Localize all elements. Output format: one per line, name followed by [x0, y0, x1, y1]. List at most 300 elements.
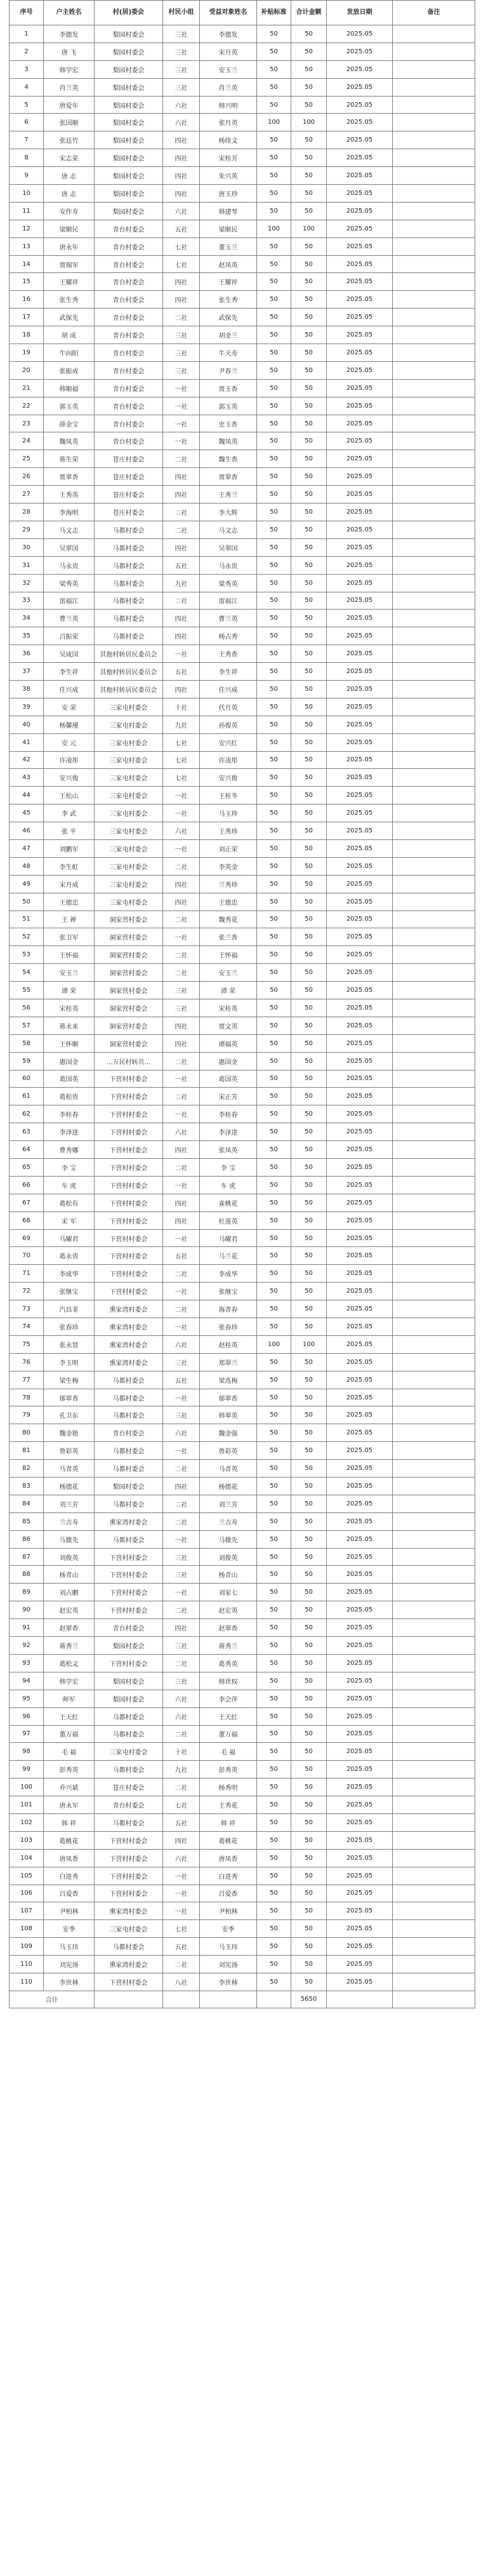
cell-total-amount: 50: [291, 1761, 327, 1779]
cell-beneficiary: 马玉玮: [200, 1938, 257, 1956]
cell-issue-date: 2025.05: [327, 875, 393, 893]
cell-standard: 50: [257, 309, 291, 326]
cell-remarks: [393, 1371, 475, 1389]
cell-village-committee: 马都村委会: [95, 574, 163, 592]
cell-beneficiary: 任兴成: [200, 680, 257, 698]
cell-issue-date: 2025.05: [327, 1176, 393, 1194]
cell-household-head: 郁翠香: [44, 1389, 95, 1406]
total-amount: 5650: [291, 1991, 327, 2008]
cell-standard: 50: [257, 1938, 291, 1956]
cell-index: 62: [10, 1105, 44, 1123]
table-row: [10, 893, 475, 911]
cell-household-head: 韩顺福: [44, 379, 95, 397]
cell-beneficiary: 许凌彤: [200, 751, 257, 769]
cell-remarks: [393, 291, 475, 309]
cell-beneficiary: 韩建琴: [200, 202, 257, 220]
cell-total-amount: 50: [291, 1920, 327, 1938]
cell-index: 47: [10, 839, 44, 857]
cell-group: 四社: [163, 538, 200, 556]
cell-standard: 50: [257, 1034, 291, 1052]
cell-standard: 50: [257, 645, 291, 663]
cell-total-amount: 50: [291, 1318, 327, 1336]
cell-issue-date: 2025.05: [327, 1229, 393, 1247]
table-row: [10, 574, 475, 592]
table-row: [10, 450, 475, 468]
cell-standard: 50: [257, 1389, 291, 1406]
cell-beneficiary: 毛 福: [200, 1743, 257, 1761]
table-row: [10, 1088, 475, 1105]
table-row: [10, 716, 475, 733]
cell-index: 27: [10, 486, 44, 504]
cell-index: 21: [10, 379, 44, 397]
table-row: [10, 1548, 475, 1566]
cell-total-amount: 50: [291, 273, 327, 291]
cell-total-amount: 50: [291, 1690, 327, 1707]
cell-remarks: [393, 1743, 475, 1761]
cell-household-head: 任兴成: [44, 680, 95, 698]
cell-village-committee: ...万民村转共...: [95, 1052, 163, 1070]
cell-remarks: [393, 379, 475, 397]
cell-remarks: [393, 1070, 475, 1088]
table-row: [10, 645, 475, 663]
cell-village-committee: 下营村村委会: [95, 1584, 163, 1601]
cell-village-committee: 马都村委会: [95, 610, 163, 627]
cell-total-amount: 50: [291, 1973, 327, 1991]
cell-remarks: [393, 1566, 475, 1584]
table-row: [10, 220, 475, 237]
cell-total-amount: 50: [291, 521, 327, 538]
cell-remarks: [393, 1424, 475, 1442]
cell-remarks: [393, 1406, 475, 1424]
cell-village-committee: 青台村委会: [95, 379, 163, 397]
subsidy-table: [9, 0, 475, 2008]
cell-index: 7: [10, 131, 44, 149]
cell-beneficiary: 张月英: [200, 114, 257, 131]
cell-village-committee: 苍庄村委会: [95, 1779, 163, 1796]
cell-standard: 50: [257, 1017, 291, 1034]
cell-village-committee: 洞家营村委会: [95, 982, 163, 999]
cell-beneficiary: 张生秀: [200, 291, 257, 309]
table-row: [10, 1584, 475, 1601]
cell-household-head: 梁顺民: [44, 220, 95, 237]
cell-village-committee: 马都村委会: [95, 1813, 163, 1831]
cell-total-amount: 50: [291, 1442, 327, 1460]
cell-standard: 50: [257, 415, 291, 432]
table-row: [10, 733, 475, 751]
cell-remarks: [393, 1034, 475, 1052]
cell-issue-date: 2025.05: [327, 273, 393, 291]
cell-beneficiary: 王天红: [200, 1707, 257, 1725]
table-row: [10, 1034, 475, 1052]
cell-beneficiary: 韩兴明: [200, 96, 257, 114]
cell-household-head: 李生祥: [44, 663, 95, 681]
cell-standard: 50: [257, 1885, 291, 1902]
table-row: [10, 1779, 475, 1796]
cell-group: 一社: [163, 1867, 200, 1885]
cell-issue-date: 2025.05: [327, 1707, 393, 1725]
cell-group: 四社: [163, 1141, 200, 1159]
table-row: [10, 167, 475, 185]
cell-index: 61: [10, 1088, 44, 1105]
cell-index: 66: [10, 1176, 44, 1194]
table-row: [10, 1495, 475, 1512]
cell-household-head: 乔兴斌: [44, 1779, 95, 1796]
cell-issue-date: 2025.05: [327, 1283, 393, 1300]
cell-group: 一社: [163, 1902, 200, 1920]
cell-issue-date: 2025.05: [327, 504, 393, 521]
cell-household-head: 鲁彩英: [44, 1442, 95, 1460]
table-row: [10, 1159, 475, 1177]
cell-standard: 50: [257, 751, 291, 769]
cell-group: 四社: [163, 468, 200, 486]
cell-remarks: [393, 538, 475, 556]
cell-beneficiary: 谭福英: [200, 1034, 257, 1052]
table-row: [10, 1424, 475, 1442]
cell-group: 二社: [163, 1460, 200, 1478]
cell-remarks: [393, 716, 475, 733]
cell-standard: 50: [257, 202, 291, 220]
cell-beneficiary: 张兰香: [200, 928, 257, 946]
cell-group: 一社: [163, 1389, 200, 1406]
cell-remarks: [393, 273, 475, 291]
cell-household-head: 吕振荣: [44, 627, 95, 645]
cell-beneficiary: 贾文英: [200, 1017, 257, 1034]
cell-standard: 50: [257, 1247, 291, 1265]
cell-household-head: 胡 成: [44, 326, 95, 344]
table-row: [10, 1885, 475, 1902]
cell-total-amount: 50: [291, 1176, 327, 1194]
cell-index: 23: [10, 415, 44, 432]
table-row: [10, 751, 475, 769]
cell-household-head: 李德发: [44, 25, 95, 43]
cell-group: 三社: [163, 982, 200, 999]
cell-total-amount: 50: [291, 1867, 327, 1885]
cell-issue-date: 2025.05: [327, 592, 393, 610]
table-row: [10, 1938, 475, 1956]
cell-group: 三社: [163, 1637, 200, 1655]
cell-beneficiary: 吴翠国: [200, 538, 257, 556]
cell-standard: 50: [257, 1902, 291, 1920]
cell-beneficiary: 唐凤香: [200, 1849, 257, 1867]
cell-total-amount: 50: [291, 1229, 327, 1247]
cell-standard: 50: [257, 25, 291, 43]
cell-index: 79: [10, 1406, 44, 1424]
cell-remarks: [393, 1318, 475, 1336]
cell-total-amount: 50: [291, 167, 327, 185]
cell-standard: 50: [257, 787, 291, 804]
cell-group: 四社: [163, 1017, 200, 1034]
cell-issue-date: 2025.05: [327, 96, 393, 114]
cell-index: 90: [10, 1601, 44, 1619]
cell-remarks: [393, 25, 475, 43]
cell-beneficiary: 贾玉香: [200, 379, 257, 397]
cell-standard: 50: [257, 1831, 291, 1849]
cell-village-committee: 梨园村委会: [95, 185, 163, 203]
table-row: [10, 1176, 475, 1194]
cell-group: 一社: [163, 787, 200, 804]
cell-remarks: [393, 415, 475, 432]
cell-total-amount: 50: [291, 96, 327, 114]
cell-standard: 50: [257, 1796, 291, 1814]
cell-total-amount: 50: [291, 1831, 327, 1849]
cell-beneficiary: 郭玉英: [200, 397, 257, 415]
cell-total-amount: 50: [291, 1353, 327, 1371]
table-row: [10, 114, 475, 131]
cell-household-head: 葛永贵: [44, 1247, 95, 1265]
cell-index: 6: [10, 114, 44, 131]
cell-household-head: 宋桂英: [44, 999, 95, 1017]
cell-remarks: [393, 1052, 475, 1070]
cell-total-amount: 50: [291, 1478, 327, 1495]
cell-total-amount: 50: [291, 592, 327, 610]
table-row: [10, 361, 475, 379]
cell-village-committee: 下营村村委会: [95, 1283, 163, 1300]
cell-standard: 50: [257, 1707, 291, 1725]
cell-standard: 50: [257, 1672, 291, 1690]
cell-household-head: 马玉玮: [44, 1938, 95, 1956]
table-row: [10, 627, 475, 645]
cell-remarks: [393, 857, 475, 875]
cell-group: 六社: [163, 1335, 200, 1353]
cell-standard: 50: [257, 698, 291, 716]
cell-household-head: 马曜君: [44, 1229, 95, 1247]
cell-total-amount: 50: [291, 255, 327, 273]
cell-group: 三社: [163, 25, 200, 43]
table-row: [10, 255, 475, 273]
cell-index: 109: [10, 1938, 44, 1956]
cell-index: 12: [10, 220, 44, 237]
cell-village-committee: 洞家营村委会: [95, 964, 163, 982]
cell-village-committee: 洞家营村委会: [95, 928, 163, 946]
cell-household-head: 雷福江: [44, 592, 95, 610]
cell-issue-date: 2025.05: [327, 1052, 393, 1070]
cell-index: 13: [10, 237, 44, 255]
cell-beneficiary: 安玉兰: [200, 60, 257, 78]
cell-issue-date: 2025.05: [327, 131, 393, 149]
cell-group: 二社: [163, 946, 200, 964]
cell-total-amount: 50: [291, 379, 327, 397]
cell-total-amount: 50: [291, 1194, 327, 1211]
cell-beneficiary: 朱兴英: [200, 167, 257, 185]
cell-group: 四社: [163, 273, 200, 291]
cell-household-head: 张永贤: [44, 1335, 95, 1353]
cell-total-amount: 50: [291, 946, 327, 964]
cell-issue-date: 2025.05: [327, 1034, 393, 1052]
cell-total-amount: 50: [291, 1211, 327, 1229]
cell-issue-date: 2025.05: [327, 1300, 393, 1318]
cell-standard: 50: [257, 1478, 291, 1495]
cell-household-head: 兰吉寿: [44, 1512, 95, 1530]
cell-total-amount: 50: [291, 291, 327, 309]
table-row: [10, 1389, 475, 1406]
table-row: [10, 787, 475, 804]
cell-village-committee: 青台村委会: [95, 220, 163, 237]
cell-standard: 100: [257, 1335, 291, 1353]
cell-village-committee: 马都村委会: [95, 1707, 163, 1725]
cell-standard: 50: [257, 1495, 291, 1512]
cell-beneficiary: 鲁彩英: [200, 1442, 257, 1460]
cell-group: 五社: [163, 1938, 200, 1956]
cell-remarks: [393, 1495, 475, 1512]
total-row: [10, 1991, 475, 2008]
cell-group: 四社: [163, 185, 200, 203]
cell-standard: 50: [257, 946, 291, 964]
cell-index: 39: [10, 698, 44, 716]
cell-issue-date: 2025.05: [327, 822, 393, 840]
cell-standard: 50: [257, 1371, 291, 1389]
table-row: [10, 1052, 475, 1070]
table-row: [10, 1813, 475, 1831]
cell-standard: 50: [257, 1088, 291, 1105]
cell-index: 57: [10, 1017, 44, 1034]
cell-village-committee: 梨园村委会: [95, 114, 163, 131]
cell-village-committee: 青台村委会: [95, 415, 163, 432]
cell-group: 一社: [163, 1229, 200, 1247]
cell-group: 三社: [163, 43, 200, 60]
cell-total-amount: 50: [291, 1283, 327, 1300]
cell-household-head: 安 元: [44, 733, 95, 751]
cell-group: 一社: [163, 397, 200, 415]
cell-issue-date: 2025.05: [327, 857, 393, 875]
cell-issue-date: 2025.05: [327, 627, 393, 645]
cell-household-head: 王怀顺: [44, 1034, 95, 1052]
cell-village-committee: 马都村委会: [95, 538, 163, 556]
cell-household-head: 张廷竹: [44, 131, 95, 149]
cell-beneficiary: 杨秀明: [200, 1779, 257, 1796]
table-row: [10, 1318, 475, 1336]
cell-group: 九社: [163, 574, 200, 592]
cell-total-amount: 50: [291, 716, 327, 733]
cell-issue-date: 2025.05: [327, 1654, 393, 1672]
cell-total-amount: 50: [291, 1300, 327, 1318]
cell-village-committee: 洞家营村委会: [95, 999, 163, 1017]
cell-index: 108: [10, 1920, 44, 1938]
cell-standard: 50: [257, 1813, 291, 1831]
cell-standard: 50: [257, 1159, 291, 1177]
cell-issue-date: 2025.05: [327, 733, 393, 751]
cell-village-committee: 梨园村委会: [95, 202, 163, 220]
cell-index: 72: [10, 1283, 44, 1300]
cell-village-committee: 马都村委会: [95, 1938, 163, 1956]
cell-remarks: [393, 96, 475, 114]
cell-total-amount: 50: [291, 680, 327, 698]
cell-standard: 50: [257, 1052, 291, 1070]
cell-issue-date: 2025.05: [327, 1247, 393, 1265]
cell-household-head: 董万福: [44, 1725, 95, 1743]
cell-issue-date: 2025.05: [327, 361, 393, 379]
cell-household-head: 李玉明: [44, 1353, 95, 1371]
cell-group: 一社: [163, 928, 200, 946]
cell-standard: 50: [257, 1601, 291, 1619]
cell-village-committee: 苍庄村委会: [95, 486, 163, 504]
cell-beneficiary: 雷福江: [200, 592, 257, 610]
cell-index: 42: [10, 751, 44, 769]
cell-group: 一社: [163, 1530, 200, 1548]
cell-remarks: [393, 167, 475, 185]
cell-remarks: [393, 1761, 475, 1779]
cell-household-head: 王耀祥: [44, 273, 95, 291]
cell-beneficiary: 李德发: [200, 25, 257, 43]
table-row: [10, 326, 475, 344]
cell-index: 75: [10, 1335, 44, 1353]
cell-village-committee: 青台村委会: [95, 1619, 163, 1637]
cell-index: 51: [10, 911, 44, 928]
cell-village-committee: 青台村委会: [95, 309, 163, 326]
cell-issue-date: 2025.05: [327, 1902, 393, 1920]
cell-standard: 50: [257, 397, 291, 415]
total-empty-cell: [393, 1991, 475, 2008]
cell-household-head: 白进秀: [44, 1867, 95, 1885]
cell-total-amount: 50: [291, 1123, 327, 1141]
cell-group: 五社: [163, 1371, 200, 1389]
cell-issue-date: 2025.05: [327, 1920, 393, 1938]
cell-household-head: 张继宝: [44, 1283, 95, 1300]
cell-issue-date: 2025.05: [327, 1779, 393, 1796]
cell-total-amount: 50: [291, 1956, 327, 1973]
cell-household-head: 安作寿: [44, 202, 95, 220]
cell-beneficiary: 杜莲英: [200, 1211, 257, 1229]
cell-remarks: [393, 911, 475, 928]
cell-household-head: 韩学宏: [44, 1672, 95, 1690]
cell-group: 一社: [163, 645, 200, 663]
cell-total-amount: 50: [291, 733, 327, 751]
cell-remarks: [393, 999, 475, 1017]
cell-total-amount: 50: [291, 78, 327, 96]
cell-beneficiary: 赵翠香: [200, 1619, 257, 1637]
table-row: [10, 769, 475, 787]
cell-standard: 50: [257, 911, 291, 928]
cell-remarks: [393, 1283, 475, 1300]
table-row: [10, 1406, 475, 1424]
cell-index: 26: [10, 468, 44, 486]
table-row: [10, 610, 475, 627]
cell-standard: 50: [257, 504, 291, 521]
cell-standard: 50: [257, 875, 291, 893]
cell-remarks: [393, 432, 475, 450]
cell-issue-date: 2025.05: [327, 185, 393, 203]
cell-village-committee: 三家屯村委会: [95, 716, 163, 733]
cell-household-head: 张国顺: [44, 114, 95, 131]
table-row: [10, 43, 475, 60]
cell-village-committee: 下营村村委会: [95, 1070, 163, 1088]
cell-total-amount: 50: [291, 875, 327, 893]
cell-remarks: [393, 1619, 475, 1637]
cell-group: 六社: [163, 114, 200, 131]
table-row: [10, 1335, 475, 1353]
cell-remarks: [393, 1389, 475, 1406]
cell-village-committee: 熏家湾村委会: [95, 1300, 163, 1318]
cell-remarks: [393, 839, 475, 857]
cell-issue-date: 2025.05: [327, 291, 393, 309]
table-row: [10, 1831, 475, 1849]
cell-issue-date: 2025.05: [327, 1956, 393, 1973]
cell-issue-date: 2025.05: [327, 43, 393, 60]
cell-household-head: 张生秀: [44, 291, 95, 309]
cell-group: 三社: [163, 60, 200, 78]
cell-index: 28: [10, 504, 44, 521]
cell-group: 四社: [163, 680, 200, 698]
cell-group: 二社: [163, 1654, 200, 1672]
cell-remarks: [393, 1813, 475, 1831]
cell-group: 二社: [163, 1088, 200, 1105]
cell-group: 七社: [163, 1796, 200, 1814]
cell-group: 二社: [163, 1512, 200, 1530]
table-row: [10, 149, 475, 167]
cell-index: 82: [10, 1460, 44, 1478]
cell-beneficiary: 赵宏英: [200, 1601, 257, 1619]
cell-remarks: [393, 964, 475, 982]
table-row: [10, 96, 475, 114]
